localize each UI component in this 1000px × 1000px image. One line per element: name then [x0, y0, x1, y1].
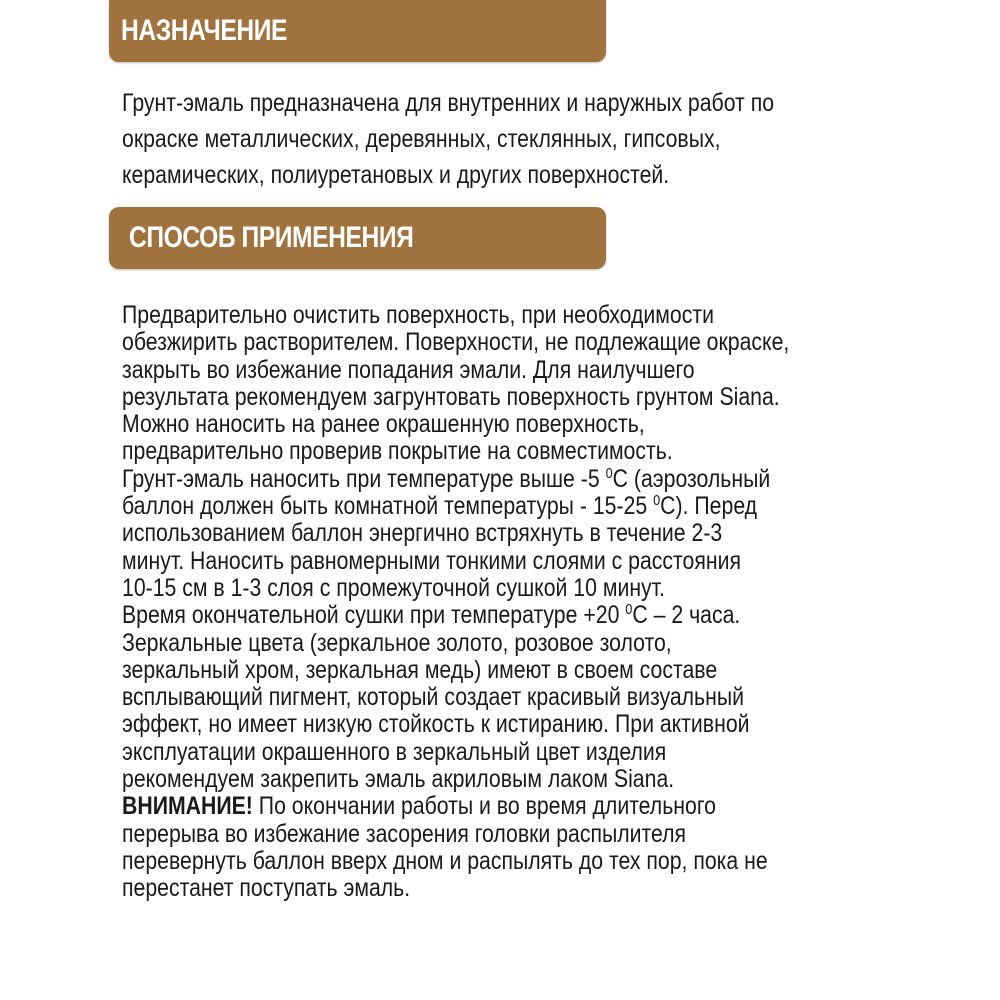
- heading-text: НАЗНАЧЕНИЕ: [121, 14, 288, 47]
- warning-line: [122, 793, 819, 820]
- heading-text: СПОСОБ ПРИМЕНЕНИЯ: [129, 221, 414, 254]
- degree-superscript: 0: [605, 464, 613, 482]
- degree-superscript: 0: [653, 492, 661, 510]
- section-heading-purpose: [109, 0, 606, 62]
- text-line: окраске металлических, деревянных, стеклянных, гипсовых,: [122, 125, 721, 153]
- text: С (аэрозольный: [612, 464, 771, 493]
- text: баллон должен быть комнатной температуры - 15-25: [122, 492, 654, 521]
- text-line: рекомендуем закрепить эмаль акриловым лаком Siana.: [122, 765, 675, 794]
- text-line: Грунт-эмаль предназначена для внутренних и наружных работ по: [122, 89, 775, 117]
- text-line: использованием баллон энергично встряхнуть в течение 2-3: [122, 519, 723, 548]
- text: Время окончательной сушки при температуре +20: [122, 601, 626, 630]
- drying-time-line: [122, 602, 819, 629]
- text-line: Можно наносить на ранее окрашенную поверхность,: [122, 410, 645, 439]
- text-line: перерыва во избежание засорения головки распылителя: [122, 819, 687, 848]
- text-line: эксплуатации окрашенного в зеркальный цвет изделия: [122, 737, 667, 766]
- text-line: результата рекомендуем загрунтовать поверхность грунтом Siana.: [122, 382, 780, 411]
- warning-label: ВНИМАНИЕ!: [122, 792, 253, 821]
- text-line: минут. Наносить равномерными тонкими слоями с расстояния: [122, 546, 741, 575]
- purpose-paragraph: [122, 85, 942, 193]
- section-heading-application: [109, 207, 606, 269]
- text-line: перестанет поступать эмаль.: [122, 874, 411, 903]
- temperature-line: [122, 466, 819, 493]
- text-line: 10-15 см в 1-3 слоя с промежуточной сушкой 10 минут.: [122, 573, 665, 602]
- application-paragraph: [122, 302, 942, 903]
- text: С – 2 часа.: [632, 601, 741, 630]
- text-line: Зеркальные цвета (зеркальное золото, розовое золото,: [122, 628, 672, 657]
- text-line: всплывающий пигмент, который создает красивый визуальный: [122, 683, 745, 712]
- text-line: эффект, но имеет низкую стойкость к истиранию. При активной: [122, 710, 750, 739]
- text: По окончании работы и во время длительного: [252, 792, 716, 821]
- text: Грунт-эмаль наносить при температуре выше -5: [122, 464, 606, 493]
- temperature-line: [122, 493, 819, 520]
- text-line: предварительно проверив покрытие на совместимость.: [122, 437, 673, 466]
- text-line: обезжирить растворителем. Поверхности, не подлежащие окраске,: [122, 328, 790, 357]
- degree-superscript: 0: [625, 601, 633, 619]
- text-line: Предварительно очистить поверхность, при необходимости: [122, 301, 714, 329]
- text-line: зеркальный хром, зеркальная медь) имеют в своем составе: [122, 655, 718, 684]
- text-line: керамических, полиуретановых и других поверхностей.: [122, 161, 670, 189]
- text-line: закрыть во избежание попадания эмали. Для наилучшего: [122, 355, 695, 384]
- text: С). Перед: [660, 492, 758, 521]
- text-line: перевернуть баллон вверх дном и распылять до тех пор, пока не: [122, 846, 768, 875]
